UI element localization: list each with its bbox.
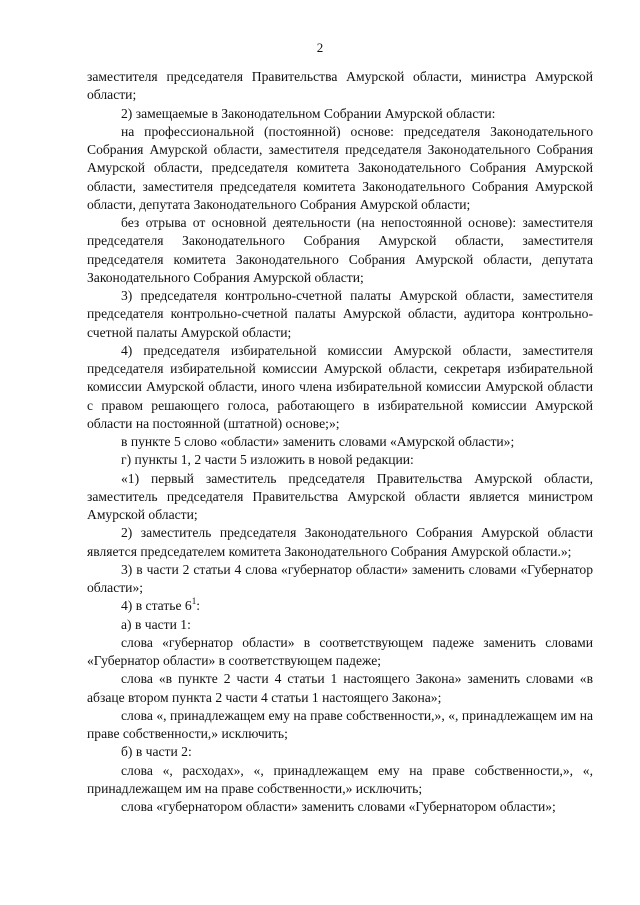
paragraph: «1) первый заместитель председателя Правительства Амурской области, заместитель председателя Правительства Амурской области является министром Амурской области;	[87, 470, 593, 522]
paragraph: 2) заместитель председателя Законодательного Собрания Амурской области является председателем комитета Законодательного Собрания Амурской области.»;	[87, 525, 593, 559]
paragraph-text: 4) в статье 6	[121, 598, 192, 614]
paragraph	[87, 597, 593, 615]
paragraph: на профессиональной (постоянной) основе: председателя Законодательного Собрания Амурской области, заместителя председателя Законодательного Собрания Амурской области, председателя комитета Законодательного Собрания Амурской области, заместителя председателя комитета Законодательного Собрания Амурской области, депутата Законодательного Собрания Амурской области;	[87, 123, 593, 212]
paragraph: слова «губернатор области» в соответствующем падеже заменить словами «Губернатор области» в соответствующем падеже;	[87, 634, 593, 668]
paragraph: а) в части 1:	[121, 616, 191, 632]
document-body	[87, 68, 593, 816]
paragraph-tail: :	[196, 598, 201, 614]
paragraph: без отрыва от основной деятельности (на непостоянной основе): заместителя председателя Законодательного Собрания Амурской области, заместителя председателя комитета Законодательного Собрания Амурской области, депутата Законодательного Собрания Амурской области;	[87, 215, 593, 285]
paragraph: в пункте 5 слово «области» заменить словами «Амурской области»;	[121, 434, 515, 449]
page-number: 2	[316, 40, 324, 55]
superscript: 1	[191, 595, 197, 606]
paragraph: 4) председателя избирательной комиссии Амурской области, заместителя председателя избирательной комиссии Амурской области, секретаря избирательной комиссии Амурской области, иного члена избирательной комиссии Амурской области с правом решающего голоса, работающего в избирательной комиссии Амурской области на постоянной (штатной) основе;»;	[87, 342, 593, 431]
paragraph: слова «, принадлежащем ему на праве собственности,», «, принадлежащем им на праве собственности,» исключить;	[87, 707, 593, 741]
paragraph: слова «, расходах», «, принадлежащем ему на праве собственности,», «, принадлежащем им на праве собственности,» исключить;	[87, 762, 593, 796]
paragraph: б) в части 2:	[121, 744, 192, 760]
paragraph: слова «в пункте 2 части 4 статьи 1 настоящего Закона» заменить словами «в абзаце втором пункта 2 части 4 статьи 1 настоящего Закона»;	[87, 671, 593, 705]
paragraph: 2) замещаемые в Законодательном Собрании Амурской области:	[121, 105, 496, 121]
paragraph: заместителя председателя Правительства Амурской области, министра Амурской области;	[87, 69, 593, 103]
paragraph: 3) председателя контрольно-счетной палаты Амурской области, заместителя председателя контрольно-счетной палаты Амурской области, аудитора контрольно-счетной палаты Амурской области;	[87, 288, 593, 340]
paragraph: г) пункты 1, 2 части 5 изложить в новой редакции:	[121, 452, 414, 468]
paragraph: 3) в части 2 статьи 4 слова «губернатор области» заменить словами «Губернатор области»;	[87, 561, 593, 595]
paragraph: слова «губернатором области» заменить словами «Губернатором области»;	[121, 799, 556, 814]
